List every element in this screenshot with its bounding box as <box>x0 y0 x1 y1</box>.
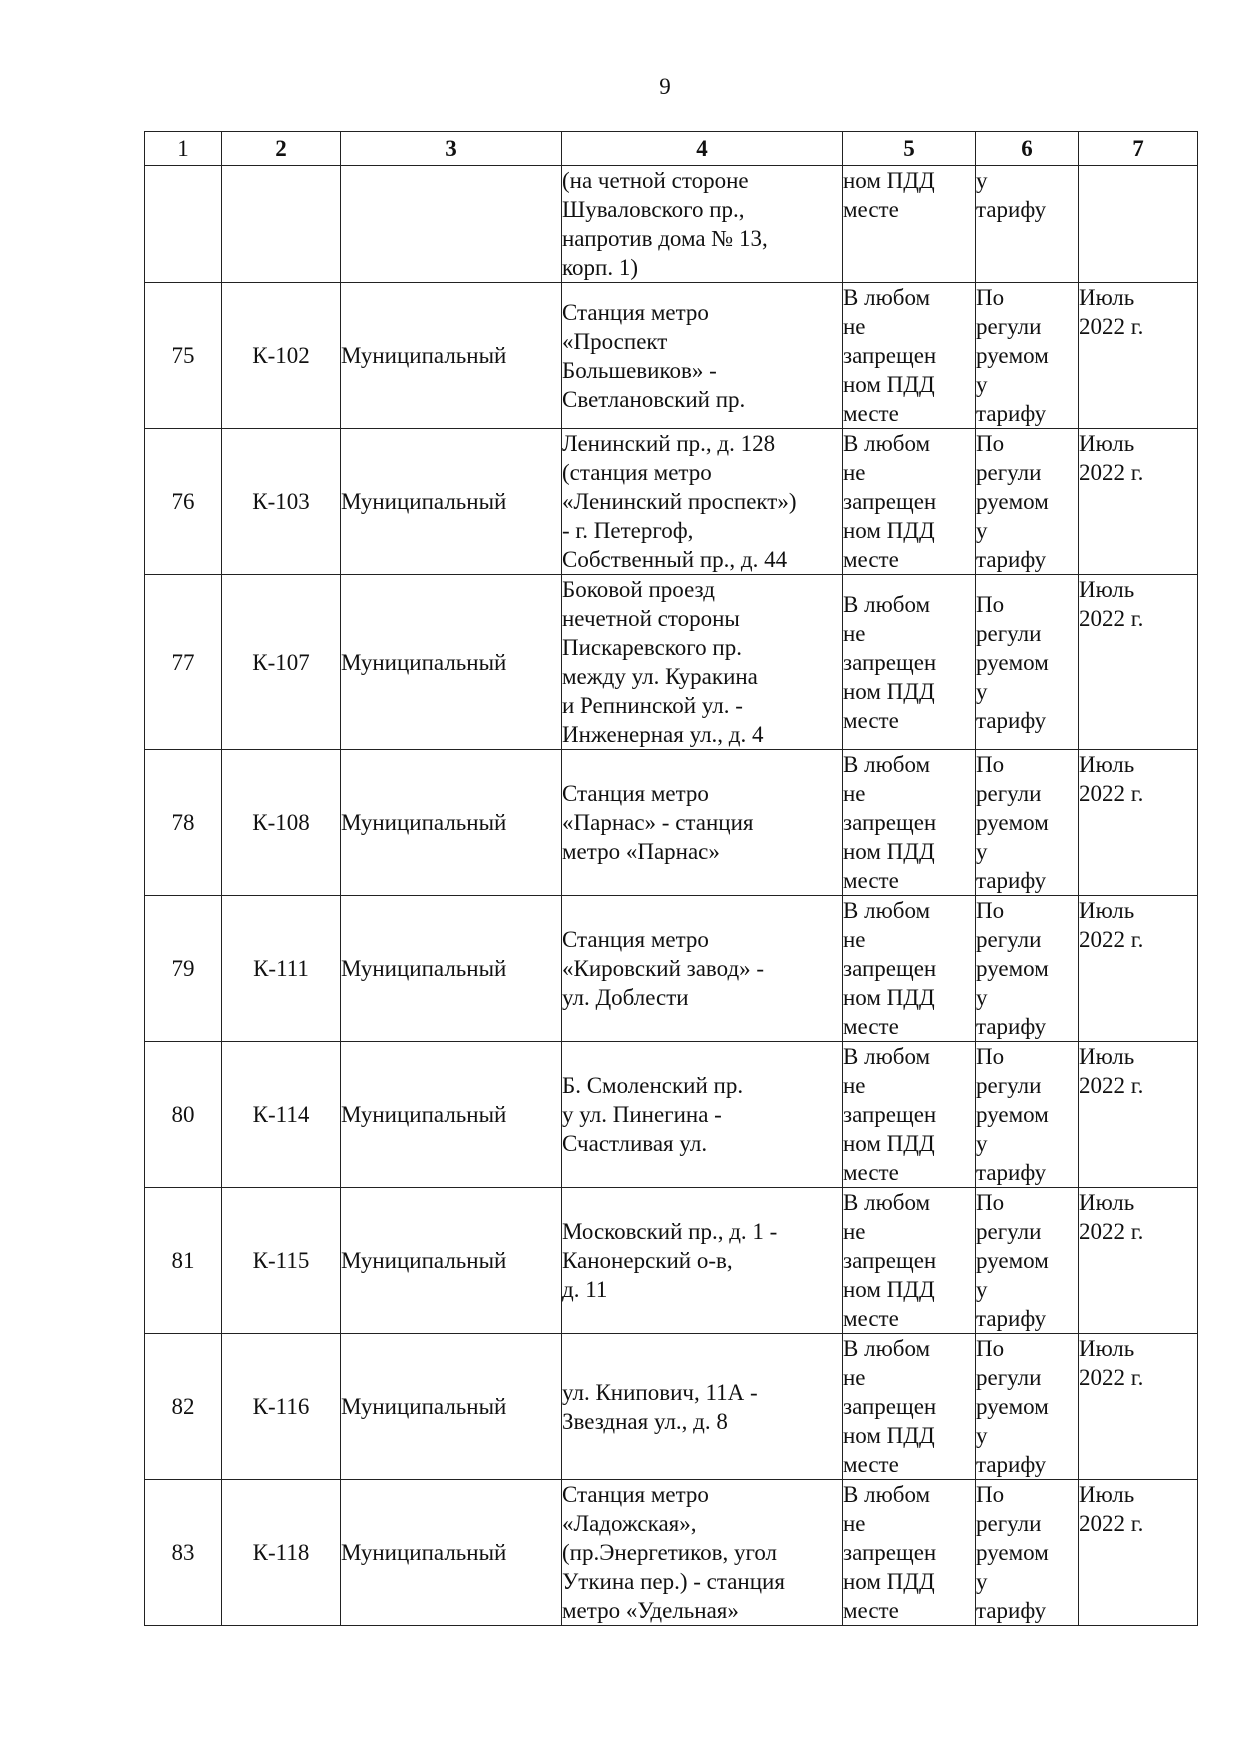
cell-path: Станция метро «Кировский завод» - ул. Доблести <box>562 896 843 1042</box>
cell-fare: По регули руемом у тарифу <box>976 429 1079 575</box>
header-col-2: 2 <box>222 132 341 166</box>
cell-num: 80 <box>145 1042 222 1188</box>
table-row <box>145 1480 1198 1626</box>
header-col-6: 6 <box>976 132 1079 166</box>
cell-path: ул. Книпович, 11А - Звездная ул., д. 8 <box>562 1334 843 1480</box>
cell-num: 78 <box>145 750 222 896</box>
cell-stops: В любом не запрещен ном ПДД месте <box>843 1334 976 1480</box>
cell-stops: В любом не запрещен ном ПДД месте <box>843 750 976 896</box>
cell-stops: В любом не запрещен ном ПДД месте <box>843 1042 976 1188</box>
table-row <box>145 1188 1198 1334</box>
cell-route: К-111 <box>222 896 341 1042</box>
cell-stops: В любом не запрещен ном ПДД месте <box>843 575 976 750</box>
cell-route: К-115 <box>222 1188 341 1334</box>
cell-route: К-103 <box>222 429 341 575</box>
cell-num: 75 <box>145 283 222 429</box>
table-row <box>145 1334 1198 1480</box>
header-row <box>145 132 1198 166</box>
cell-fare: По регули руемом у тарифу <box>976 1042 1079 1188</box>
cell-type: Муниципальный <box>341 283 562 429</box>
cell-path: Ленинский пр., д. 128 (станция метро «Ленинский проспект») - г. Петергоф, Собственный пр., д. 44 <box>562 429 843 575</box>
cell-path: Станция метро «Ладожская», (пр.Энергетиков, угол Уткина пер.) - станция метро «Удельная» <box>562 1480 843 1626</box>
cell-type: Муниципальный <box>341 575 562 750</box>
cell-date: Июль 2022 г. <box>1079 575 1198 750</box>
cell-route: К-108 <box>222 750 341 896</box>
cell-date: Июль 2022 г. <box>1079 896 1198 1042</box>
cell-type: Муниципальный <box>341 1188 562 1334</box>
cell-route: К-107 <box>222 575 341 750</box>
cell-type: Муниципальный <box>341 429 562 575</box>
cell-route: К-116 <box>222 1334 341 1480</box>
table-row <box>145 1042 1198 1188</box>
header-col-1: 1 <box>145 132 222 166</box>
cell-path: Б. Смоленский пр. у ул. Пинегина - Счастливая ул. <box>562 1042 843 1188</box>
cell-fare: По регули руемом у тарифу <box>976 575 1079 750</box>
cell-fare: у тарифу <box>976 166 1079 283</box>
cell-date: Июль 2022 г. <box>1079 1480 1198 1626</box>
table-row <box>145 896 1198 1042</box>
cell-path: Станция метро «Парнас» - станция метро «Парнас» <box>562 750 843 896</box>
header-col-4: 4 <box>562 132 843 166</box>
cell-stops: В любом не запрещен ном ПДД месте <box>843 429 976 575</box>
cell-stops: В любом не запрещен ном ПДД месте <box>843 896 976 1042</box>
cell-path: Станция метро «Проспект Большевиков» - Светлановский пр. <box>562 283 843 429</box>
cell-date: Июль 2022 г. <box>1079 750 1198 896</box>
cell-type: Муниципальный <box>341 750 562 896</box>
cell-date: Июль 2022 г. <box>1079 1042 1198 1188</box>
table-row <box>145 750 1198 896</box>
cell-path: Московский пр., д. 1 - Канонерский о-в, д. 11 <box>562 1188 843 1334</box>
cell-type: Муниципальный <box>341 1334 562 1480</box>
cell-route: К-118 <box>222 1480 341 1626</box>
cell-type: Муниципальный <box>341 1480 562 1626</box>
cell-fare: По регули руемом у тарифу <box>976 1480 1079 1626</box>
cell-num <box>145 166 222 283</box>
cell-num: 82 <box>145 1334 222 1480</box>
table-row <box>145 575 1198 750</box>
cell-fare: По регули руемом у тарифу <box>976 1334 1079 1480</box>
page-number: 9 <box>659 74 671 99</box>
table-row <box>145 283 1198 429</box>
cell-num: 81 <box>145 1188 222 1334</box>
header-col-7: 7 <box>1079 132 1198 166</box>
cell-stops: В любом не запрещен ном ПДД месте <box>843 1188 976 1334</box>
cell-type: Муниципальный <box>341 896 562 1042</box>
cell-num: 79 <box>145 896 222 1042</box>
table-row <box>145 429 1198 575</box>
cell-num: 76 <box>145 429 222 575</box>
cell-route: К-102 <box>222 283 341 429</box>
cell-date: Июль 2022 г. <box>1079 1334 1198 1480</box>
cell-stops: ном ПДД месте <box>843 166 976 283</box>
cell-route <box>222 166 341 283</box>
cell-fare: По регули руемом у тарифу <box>976 283 1079 429</box>
cell-fare: По регули руемом у тарифу <box>976 1188 1079 1334</box>
cell-path: (на четной стороне Шуваловского пр., напротив дома № 13, корп. 1) <box>562 166 843 283</box>
cell-route: К-114 <box>222 1042 341 1188</box>
header-col-3: 3 <box>341 132 562 166</box>
continuation-row <box>145 166 1198 283</box>
cell-fare: По регули руемом у тарифу <box>976 896 1079 1042</box>
cell-stops: В любом не запрещен ном ПДД месте <box>843 283 976 429</box>
cell-path: Боковой проезд нечетной стороны Пискаревского пр. между ул. Куракина и Репнинской ул. - Инженерная ул., д. 4 <box>562 575 843 750</box>
cell-date: Июль 2022 г. <box>1079 1188 1198 1334</box>
cell-stops: В любом не запрещен ном ПДД месте <box>843 1480 976 1626</box>
routes-table <box>144 131 1198 1626</box>
cell-fare: По регули руемом у тарифу <box>976 750 1079 896</box>
cell-num: 83 <box>145 1480 222 1626</box>
cell-type: Муниципальный <box>341 1042 562 1188</box>
cell-date <box>1079 166 1198 283</box>
header-col-5: 5 <box>843 132 976 166</box>
cell-num: 77 <box>145 575 222 750</box>
cell-type <box>341 166 562 283</box>
cell-date: Июль 2022 г. <box>1079 283 1198 429</box>
cell-date: Июль 2022 г. <box>1079 429 1198 575</box>
